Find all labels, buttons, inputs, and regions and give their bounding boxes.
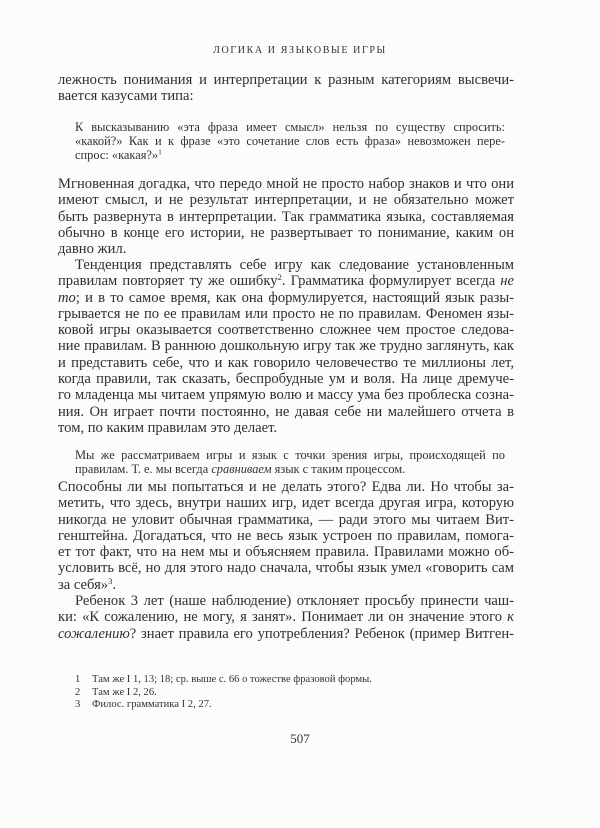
text-segment: грывается не по ее правилам или просто не по правилам. Феномен язы- [58, 305, 514, 322]
text-segment: ковой игры оказывается соответственно сложнее чем простое следова- [58, 322, 514, 339]
footnote-number: 1 [75, 674, 81, 685]
text-line [58, 273, 514, 289]
text-line [75, 148, 505, 162]
text-segment: Тенденция представлять себе игру как следование установленным [75, 257, 514, 273]
text-line [58, 495, 514, 511]
italic-text: сравниваем [211, 462, 272, 477]
text-segment: . Грамматика формулирует всегда [281, 273, 501, 290]
footnote-ref: 3 [108, 575, 113, 586]
text-segment: Способны ли мы попытаться и не делать этого? Едва ли. Но чтобы за- [58, 479, 514, 495]
paragraph [58, 72, 514, 105]
italic-text: то [58, 289, 76, 306]
text-line [58, 609, 514, 625]
text-line [58, 225, 514, 241]
text-segment: ет тот факт, что на нем мы и объясняем правила. Правилами можно об- [58, 544, 514, 561]
text-line [58, 241, 514, 257]
text-line [75, 134, 505, 148]
footnote [75, 687, 372, 700]
footnote [75, 674, 372, 687]
text-segment: язык с таким процессом. [271, 462, 406, 477]
text-segment: . [112, 576, 117, 593]
text-line [58, 479, 514, 495]
text-line [58, 209, 514, 225]
footnote-ref: 1 [158, 147, 162, 157]
text-segment: когда правили, так сказать, беспробудные ум и воля. На лице дремуче- [58, 371, 514, 388]
text-line [58, 371, 514, 387]
text-segment: метить, что здесь, внутри наших игр, идет всегда другая игра, которую [58, 495, 514, 512]
footnote-number: 2 [75, 686, 81, 698]
italic-text: к [507, 609, 514, 626]
text-segment: правилам повторяет ту же ошибку [58, 273, 278, 290]
text-segment: правилам. Т. е. мы всегда [75, 462, 212, 477]
text-line [58, 257, 514, 273]
text-segment: «какой?» Как и к фразе «это сочетание слов есть фраза» невозможен пере- [75, 134, 505, 149]
text-segment: Ребенок 3 лет (наше наблюдение) отклоняет просьбу принести чаш- [75, 593, 514, 609]
italic-text: не [500, 273, 515, 290]
text-segment: быть развернута в интерпретации. Так грамматика языка, составляемая [58, 208, 514, 225]
text-line [75, 448, 505, 462]
italic-text: сожалению [58, 625, 130, 642]
text-segment: вается казусами типа: [58, 88, 194, 105]
text-segment: имеют смысл, и не результат интерпретации, и не обязательно может [58, 192, 514, 209]
paragraph [58, 257, 514, 436]
footnote-number: 3 [75, 699, 81, 711]
text-line [58, 512, 514, 528]
text-line [58, 88, 514, 104]
footnote-text: Там же I 2, 26. [92, 686, 157, 698]
text-line [58, 593, 514, 609]
text-line [58, 322, 514, 338]
text-line [58, 560, 514, 576]
text-segment: Мгновенная догадка, что передо мной не просто набор знаков и что они [58, 176, 514, 192]
text-line [58, 176, 514, 192]
text-segment: том, по каким правилам это делает. [58, 419, 278, 436]
block-quote [75, 120, 505, 163]
text-line [58, 420, 514, 436]
block-quote [75, 448, 505, 476]
paragraph [58, 176, 514, 257]
footnote [75, 699, 372, 712]
text-segment: го младенца мы читаем упрямую волю и массу ума без проблеска созна- [58, 387, 514, 404]
paragraph [58, 479, 514, 593]
footnote-text: Филос. грамматика I 2, 27. [92, 699, 212, 711]
text-segment: спрос: «какая?» [75, 148, 159, 163]
text-line [58, 290, 514, 306]
text-line [58, 72, 514, 88]
text-line [75, 462, 505, 476]
text-line [58, 355, 514, 371]
text-line [58, 387, 514, 403]
text-segment: К высказыванию «эта фраза имеет смысл» нельзя по существу спросить: [75, 120, 505, 134]
text-line [58, 544, 514, 560]
text-line [58, 577, 514, 593]
text-line [75, 120, 505, 134]
text-line [58, 192, 514, 208]
page-number: 507 [290, 731, 310, 746]
text-segment: давно жил. [58, 241, 127, 258]
text-segment: ки: «К сожалению, не могу, я занят». Понимает ли он значение этого [58, 609, 508, 626]
text-segment: условить всё, но для этого надо сначала, чтобы язык умел «говорить сам [58, 560, 514, 577]
text-segment: Мы же рассматриваем игры и язык с точки зрения игры, происходящей по [75, 448, 505, 462]
text-segment: и представить себе, что и как говорило человечество те миллионы лет, [58, 354, 514, 371]
footnotes [75, 674, 372, 712]
footnote-text: Там же I 1, 13; 18; ср. выше с. 66 о тожестве фразовой формы. [92, 674, 372, 685]
text-segment: за себя» [58, 576, 109, 593]
running-header: ЛОГИКА И ЯЗЫКОВЫЕ ИГРЫ [213, 45, 387, 56]
footnote-ref: 2 [277, 272, 282, 283]
text-segment: лежность понимания и интерпретации к разным категориям высвечи- [58, 72, 514, 88]
text-segment: ; и в то самое время, как она формулируется, настоящий язык разы- [75, 289, 514, 306]
text-line [58, 338, 514, 354]
paragraph [58, 593, 514, 642]
text-segment: никогда не уловит обычная грамматика, — ради этого мы читаем Вит- [58, 511, 514, 528]
text-line [58, 626, 514, 642]
text-segment: обычно в конце его истории, не развертывает то понимание, каким он [58, 224, 514, 241]
text-segment: генштейна. Догадаться, что не весь язык устроен по правилам, помога- [58, 527, 514, 544]
text-line [58, 528, 514, 544]
text-segment: ? знает правила его употребления? Ребенок (пример Витген- [129, 625, 514, 642]
text-line [58, 404, 514, 420]
text-line [58, 306, 514, 322]
text-segment: ния. Он играет почти постоянно, не давая себе ни малейшего отчета в [58, 403, 514, 420]
text-segment: ние правилам. В раннюю дошкольную игру так же трудно заглянуть, как [58, 338, 514, 355]
